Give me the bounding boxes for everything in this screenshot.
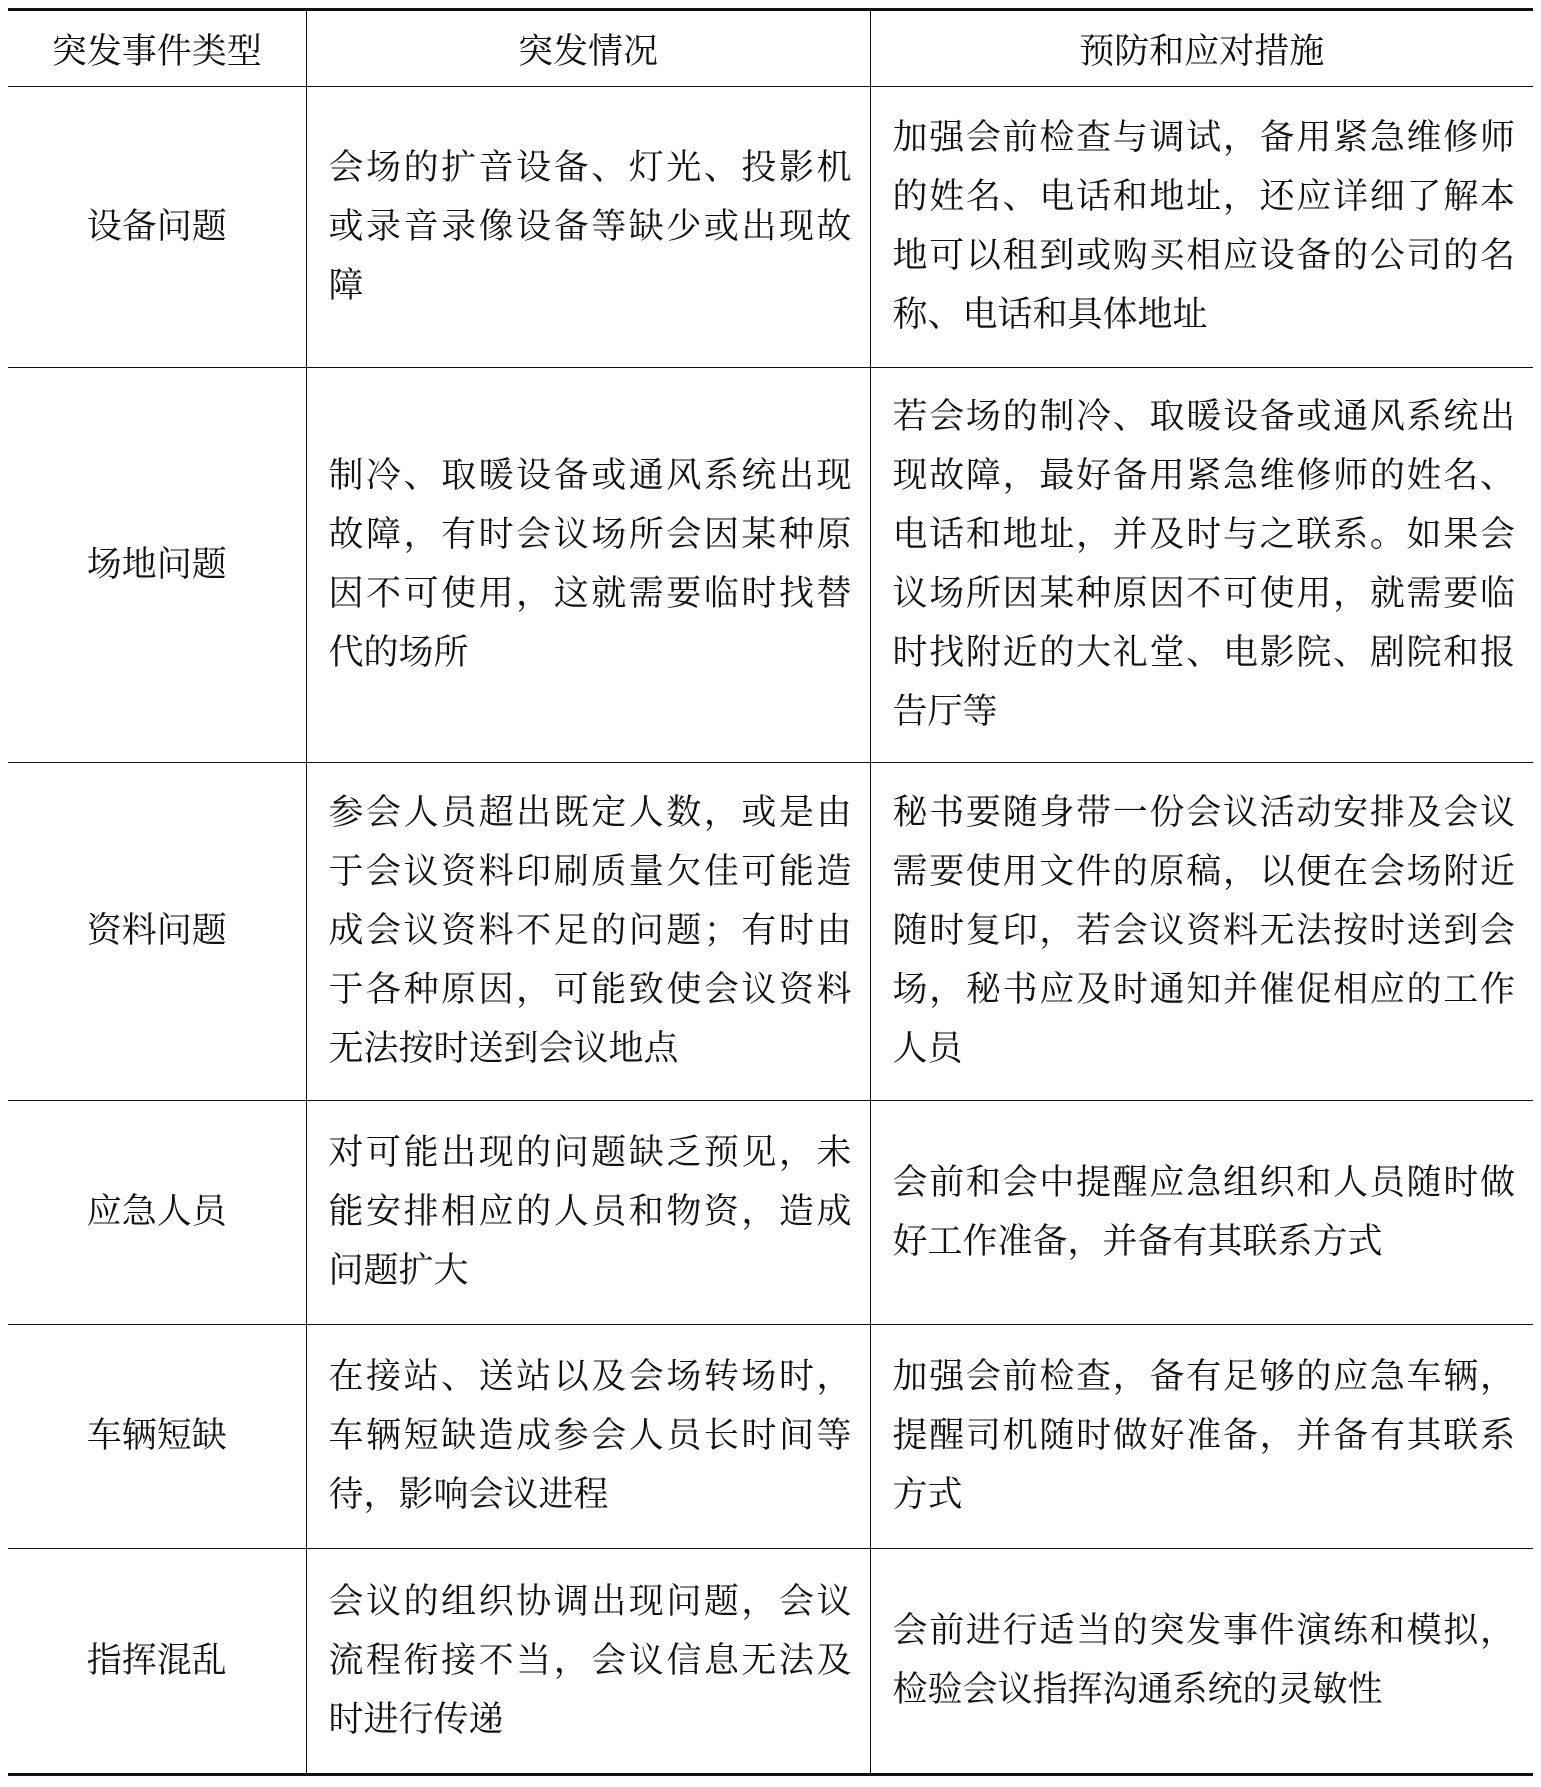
measures-cell: 会前和会中提醒应急组织和人员随时做好工作准备，并备有其联系方式 [870,1101,1533,1325]
measures-cell: 加强会前检查，备有足够的应急车辆，提醒司机随时做好准备，并备有其联系方式 [870,1325,1533,1549]
measures-cell: 秘书要随身带一份会议活动安排及会议需要使用文件的原稿，以便在会场附近随时复印，若会议资料无法按时送到会场，秘书应及时通知并催促相应的工作人员 [870,763,1533,1101]
measures-cell: 会前进行适当的突发事件演练和模拟，检验会议指挥沟通系统的灵敏性 [870,1549,1533,1775]
table-row [8,368,1533,763]
table-row [8,87,1533,368]
situation-cell: 会场的扩音设备、灯光、投影机或录音录像设备等缺少或出现故障 [306,87,870,368]
header-situation: 突发情况 [306,10,870,87]
event-type-cell: 指挥混乱 [8,1549,306,1775]
header-measures: 预防和应对措施 [870,10,1533,87]
situation-cell: 会议的组织协调出现问题，会议流程衔接不当，会议信息无法及时进行传递 [306,1549,870,1775]
event-type-cell: 场地问题 [8,368,306,763]
table-row [8,1549,1533,1775]
header-event-type: 突发事件类型 [8,10,306,87]
measures-cell: 若会场的制冷、取暖设备或通风系统出现故障，最好备用紧急维修师的姓名、电话和地址，并及时与之联系。如果会议场所因某种原因不可使用，就需要临时找附近的大礼堂、电影院、剧院和报告厅等 [870,368,1533,763]
event-type-cell: 资料问题 [8,763,306,1101]
situation-cell: 参会人员超出既定人数，或是由于会议资料印刷质量欠佳可能造成会议资料不足的问题；有时由于各种原因，可能致使会议资料无法按时送到会议地点 [306,763,870,1101]
event-type-cell: 设备问题 [8,87,306,368]
table-row [8,763,1533,1101]
emergency-table-container [8,8,1533,1776]
situation-cell: 在接站、送站以及会场转场时，车辆短缺造成参会人员长时间等待，影响会议进程 [306,1325,870,1549]
table-row [8,1101,1533,1325]
event-type-cell: 车辆短缺 [8,1325,306,1549]
emergency-events-table [8,8,1533,1776]
table-row [8,1325,1533,1549]
table-header-row [8,10,1533,87]
situation-cell: 对可能出现的问题缺乏预见，未能安排相应的人员和物资，造成问题扩大 [306,1101,870,1325]
event-type-cell: 应急人员 [8,1101,306,1325]
situation-cell: 制冷、取暖设备或通风系统出现故障，有时会议场所会因某种原因不可使用，这就需要临时找替代的场所 [306,368,870,763]
measures-cell: 加强会前检查与调试，备用紧急维修师的姓名、电话和地址，还应详细了解本地可以租到或购买相应设备的公司的名称、电话和具体地址 [870,87,1533,368]
